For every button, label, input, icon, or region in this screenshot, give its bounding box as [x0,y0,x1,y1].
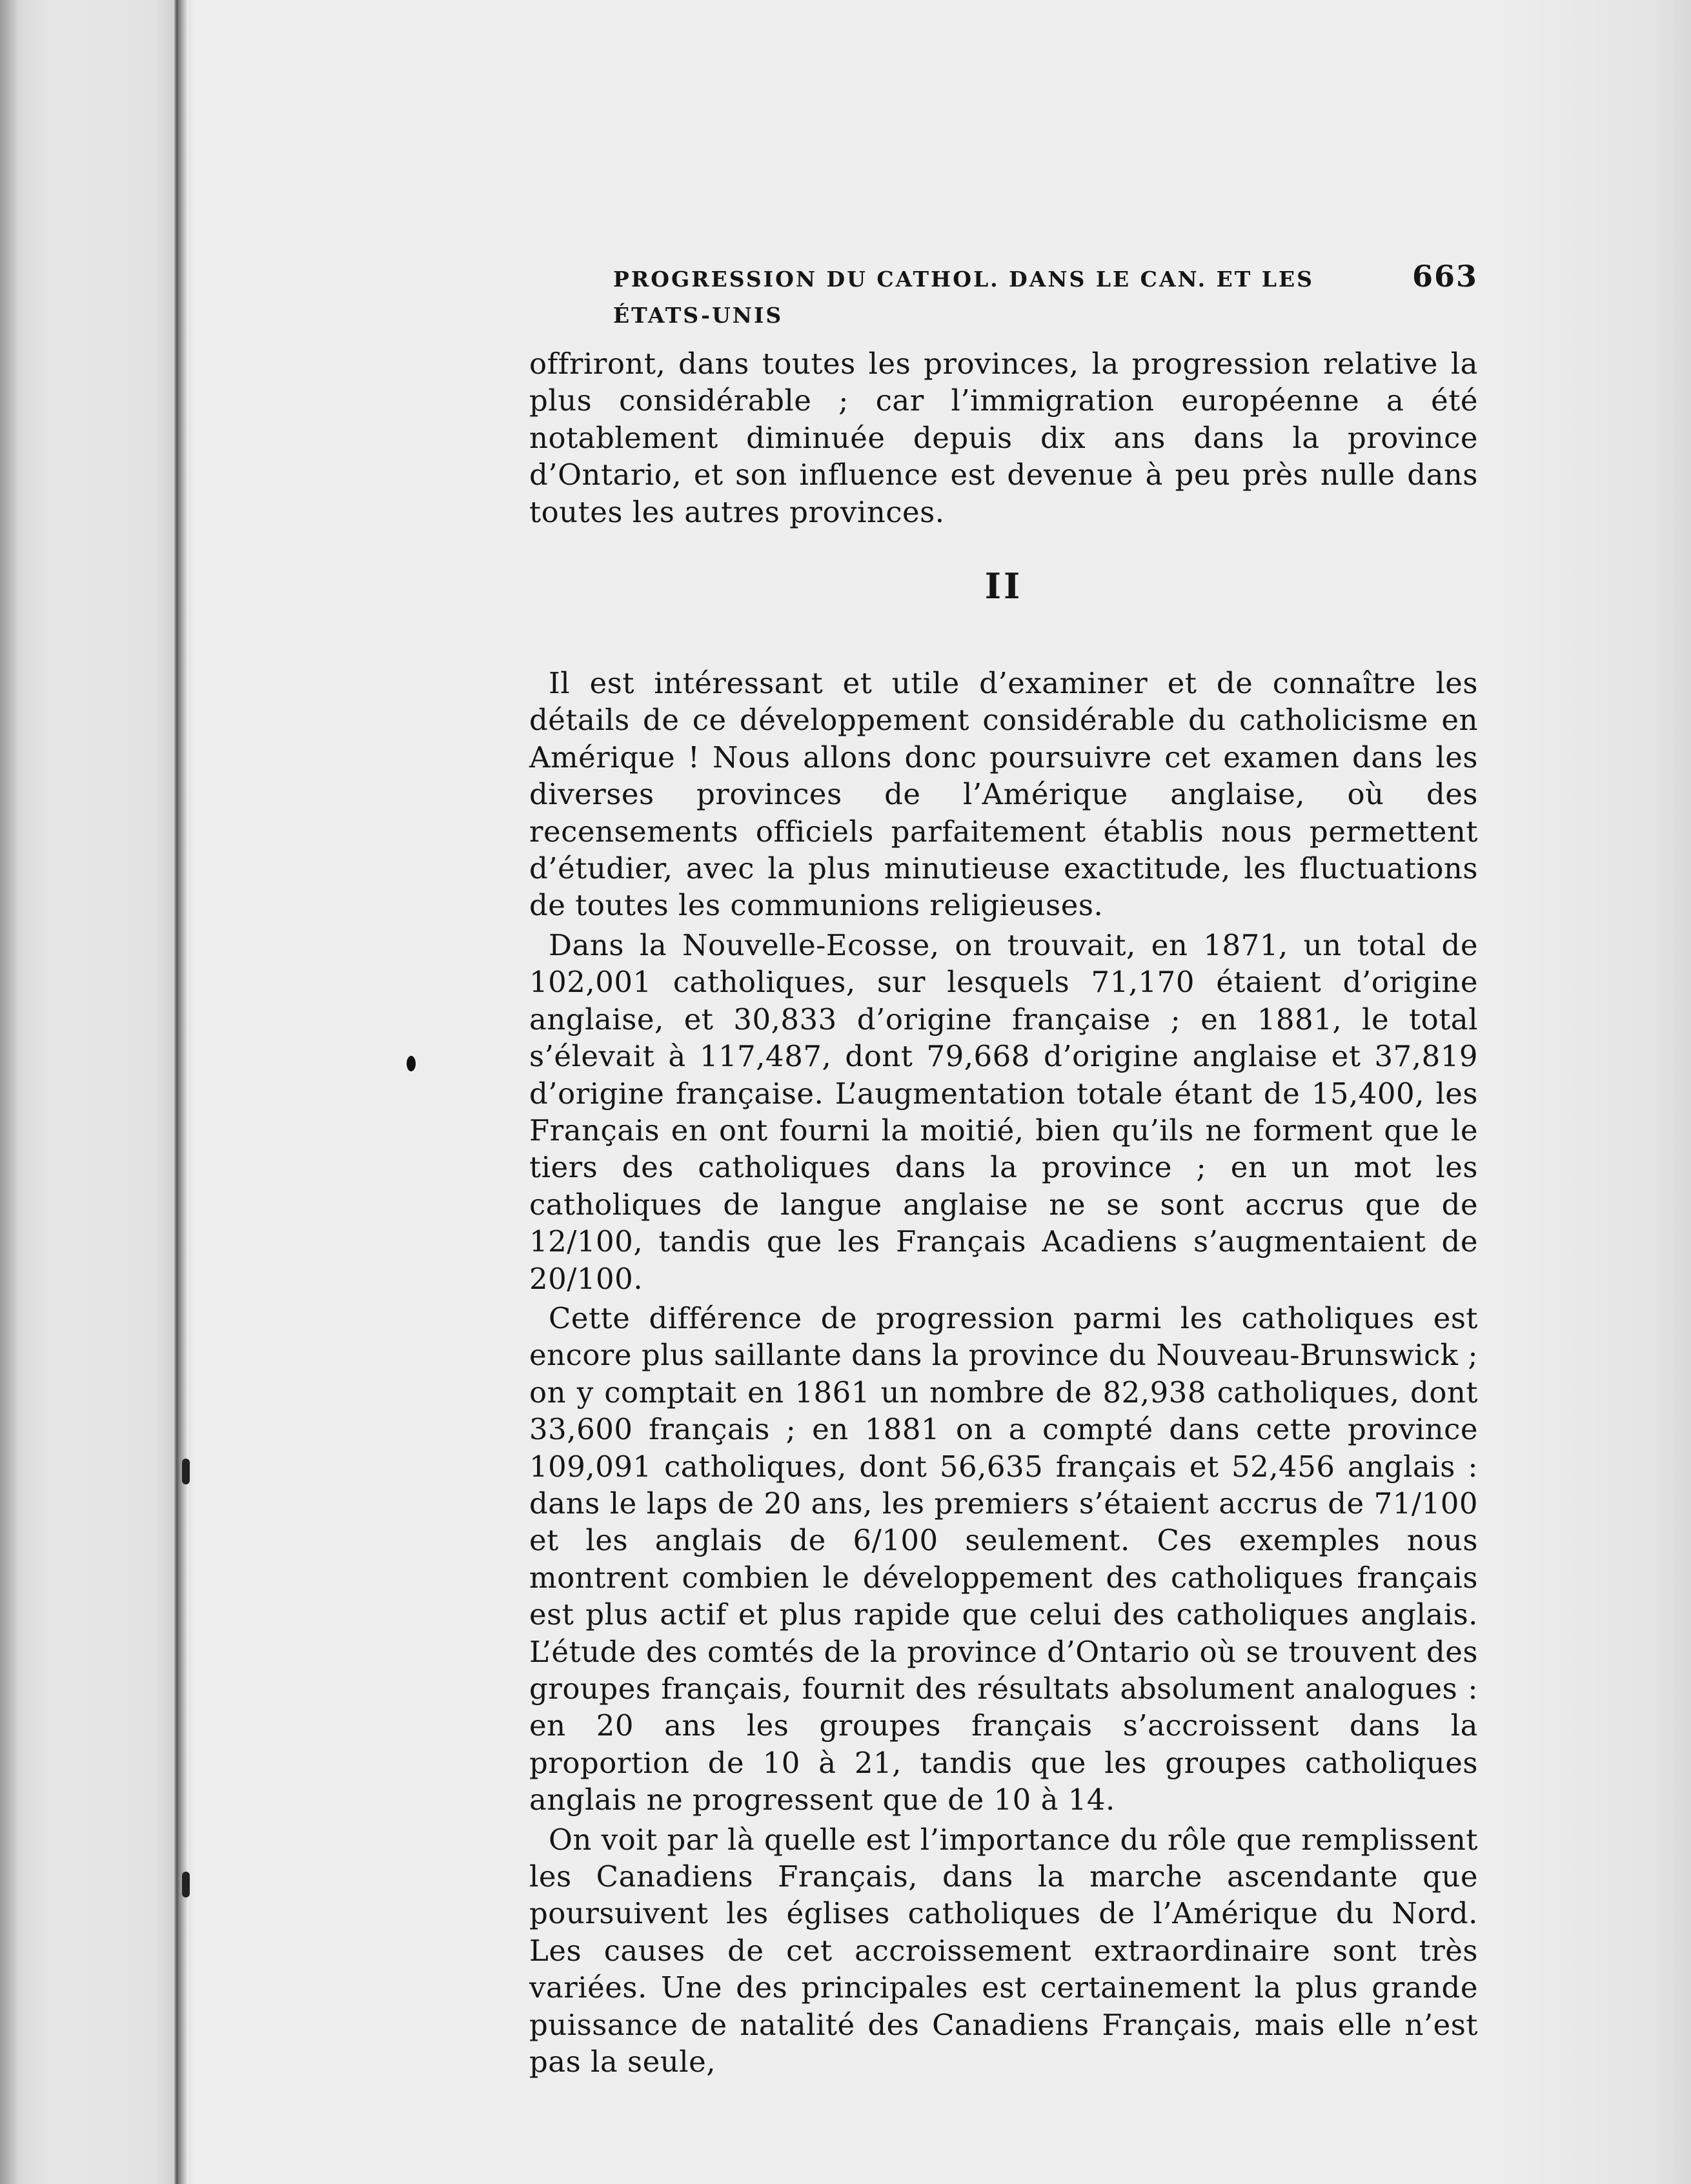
running-head [529,258,1478,334]
fold-mark [182,1459,190,1484]
paragraph-conclusion: On voit par là quelle est l’importance du rôle que remplissent les Canadiens Français, dans la marche ascendante que poursuivent les églises catholiques de l’Amérique du Nord. Les causes de cet accroissement extraordinaire sont très variées. Une des principales est certainement la plus grande puissance de natalité des Canadiens Français, mais elle n’est pas la seule, [529,1822,1478,2079]
paragraph-continuation: offriront, dans toutes les provinces, la progression relative la plus considérable ; car l’immigration européenne a été notablement diminuée depuis dix ans dans la province d’Ontario, et son influence est devenue à peu près nulle dans toutes les autres provinces. [529,347,1478,529]
page-fold [173,0,188,2184]
fold-mark [182,1872,190,1897]
running-title: PROGRESSION DU CATHOL. DANS LE CAN. ET LES ÉTATS-UNIS [613,267,1314,328]
binding-edge [0,0,194,2184]
page-content [529,258,1478,2083]
paragraph-intro: Il est intéressant et utile d’examiner et de connaître les détails de ce développement considérable du catholicisme en Amérique ! Nous allons donc poursuivre cet examen dans les diverses provinces de l’Amérique anglaise, où des recensements officiels parfaitement établis nous permettent d’étudier, avec la plus minutieuse exactitude, les fluctuations de toutes les communions religieuses. [529,666,1478,923]
page-number: 663 [1412,259,1478,294]
paragraph-nouveau-brunswick: Cette différence de progression parmi les catholiques est encore plus saillante dans la province du Nouveau-Brunswick ; on y comptait en 1861 un nombre de 82,938 catholiques, dont 33,600 français ; en 1881 on a compté dans cette province 109,091 catholiques, dont 56,635 français et 52,456 anglais : dans le laps de 20 ans, les premiers s’étaient accrus de 71/100 et les anglais de 6/100 seulement. Ces exemples nous montrent combien le développement des catholiques français est plus actif et plus rapide que celui des catholiques anglais. L’étude des comtés de la province d’Ontario où se trouvent des groupes français, fournit des résultats absolument analogues : en 20 ans les groupes français s’accroissent dans la proportion de 10 à 21, tandis que les groupes catholiques anglais ne progressent que de 10 à 14. [529,1300,1478,1817]
paragraph-nouvelle-ecosse: Dans la Nouvelle-Ecosse, on trouvait, en 1871, un total de 102,001 catholiques, sur lesquels 71,170 étaient d’origine anglaise, et 30,833 d’origine française ; en 1881, le total s’élevait à 117,487, dont 79,668 d’origine anglaise et 37,819 d’origine française. L’augmentation totale étant de 15,400, les Français en ont fourni la moitié, bien qu’ils ne forment que le tiers des catholiques dans la province ; en un mot les catholiques de langue anglaise ne se sont accrus que de 12/100, tandis que les Français Acadiens s’augmentaient de 20/100. [529,927,1478,1296]
section-heading: II [984,565,1023,607]
ink-speck [407,1056,416,1071]
